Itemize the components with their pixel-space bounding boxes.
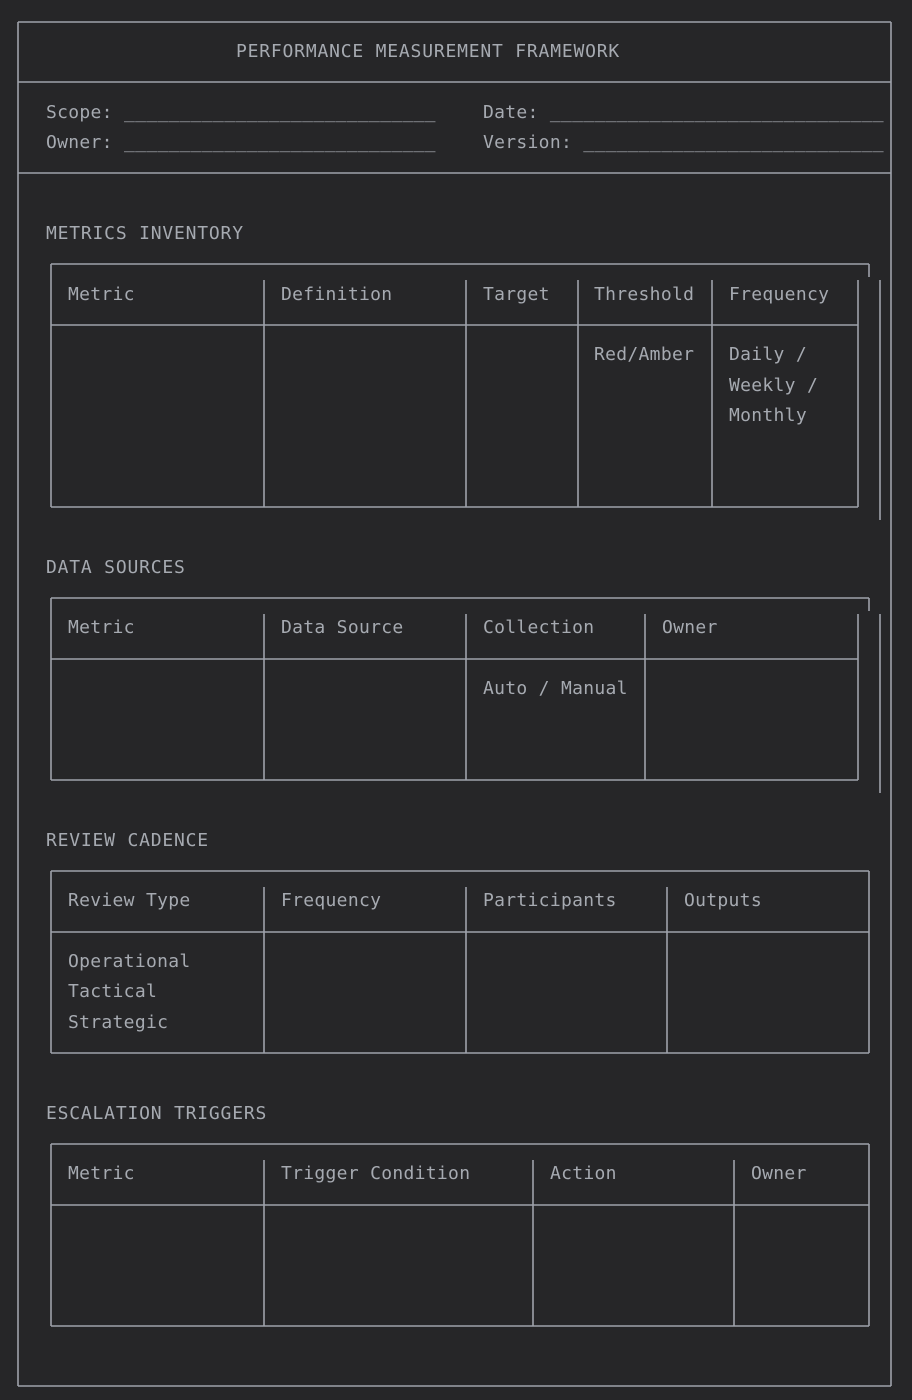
column-header-data-source: Data Source: [281, 617, 404, 638]
column-header-trigger-condition: Trigger Condition: [281, 1163, 471, 1184]
column-header-outputs: Outputs: [684, 890, 762, 911]
scope-field[interactable]: Scope: ____________________________: [46, 102, 436, 123]
column-header-metric: Metric: [68, 284, 135, 305]
column-header-target: Target: [483, 284, 550, 305]
data-sources-grid: [51, 598, 880, 793]
column-header-metric: Metric: [68, 1163, 135, 1184]
frequency-hint-weekly: Weekly /: [729, 375, 819, 396]
review-type-operational: Operational: [68, 951, 191, 972]
data-sources-heading: DATA SOURCES: [46, 557, 186, 578]
frequency-hint-daily: Daily /: [729, 344, 807, 365]
column-header-owner: Owner: [662, 617, 718, 638]
column-header-metric: Metric: [68, 617, 135, 638]
threshold-hint: Red/Amber: [594, 344, 695, 365]
date-field[interactable]: Date: ______________________________: [483, 102, 884, 123]
column-header-definition: Definition: [281, 284, 393, 305]
column-header-participants: Participants: [483, 890, 617, 911]
column-header-owner: Owner: [751, 1163, 807, 1184]
review-type-strategic: Strategic: [68, 1012, 169, 1033]
column-header-action: Action: [550, 1163, 617, 1184]
review-type-tactical: Tactical: [68, 981, 158, 1002]
escalation-triggers-heading: ESCALATION TRIGGERS: [46, 1103, 268, 1124]
page-title: PERFORMANCE MEASUREMENT FRAMEWORK: [236, 41, 621, 62]
column-header-review-type: Review Type: [68, 890, 191, 911]
review-cadence-heading: REVIEW CADENCE: [46, 830, 209, 851]
collection-hint: Auto / Manual: [483, 678, 628, 699]
owner-field[interactable]: Owner: ____________________________: [46, 132, 436, 153]
column-header-frequency: Frequency: [281, 890, 382, 911]
metrics-inventory-heading: METRICS INVENTORY: [46, 223, 244, 244]
column-header-collection: Collection: [483, 617, 595, 638]
frequency-hint-monthly: Monthly: [729, 405, 807, 426]
version-field[interactable]: Version: ___________________________: [483, 132, 884, 153]
column-header-frequency: Frequency: [729, 284, 830, 305]
column-header-threshold: Threshold: [594, 284, 695, 305]
